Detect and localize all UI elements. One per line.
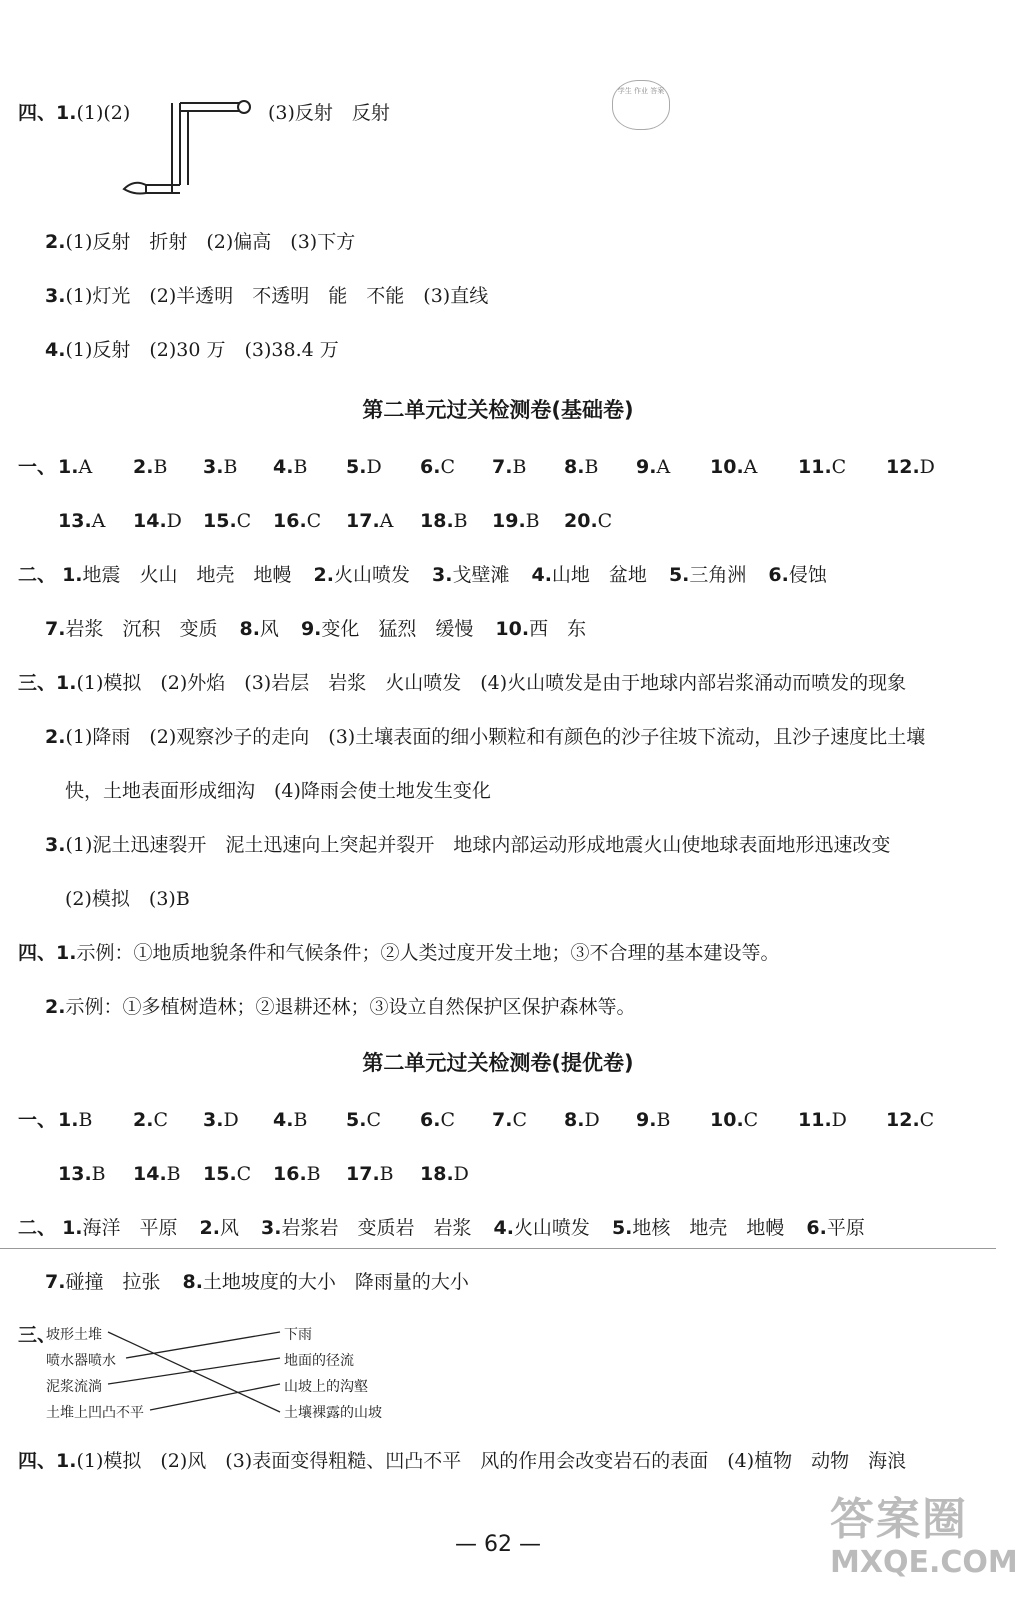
answer-text: (1)模拟 (2)风 (3)表面变得粗糙、凹凸不平 风的作用会改变岩石的表面 (4)植物 动物 海浪 — [76, 1450, 907, 1472]
mcq-answer — [564, 454, 598, 480]
answer-text: 地震 火山 地壳 地幔 — [82, 564, 292, 586]
q4-3-line — [45, 283, 488, 309]
answer-letter: C — [440, 456, 455, 478]
section-prefix: 四、 — [18, 1450, 57, 1472]
answer-letter: C — [743, 1109, 759, 1131]
question-number: 16. — [273, 510, 307, 532]
answer-letter: C — [440, 1109, 455, 1131]
mcq-answer — [346, 508, 393, 534]
question-number: 10. — [710, 456, 744, 478]
q4-4-line — [45, 337, 339, 363]
answer-letter: B — [78, 1109, 93, 1131]
question-number: 3. — [45, 834, 66, 856]
question-number: 2. — [133, 456, 154, 478]
question-number: 8. — [564, 1109, 585, 1131]
answer-letter: C — [306, 510, 322, 532]
eye-shape — [124, 183, 146, 194]
answer-text: 变化 猛烈 缓慢 — [321, 618, 474, 640]
q4-2-line — [45, 229, 355, 255]
answer-text: 火山喷发 — [333, 564, 410, 586]
match-left-3: 泥浆流淌 — [46, 1379, 102, 1395]
watermark-text: 答案圈 — [830, 1494, 968, 1545]
mcq-answer — [58, 1161, 106, 1187]
question-number: 2. — [199, 1217, 220, 1239]
question-number: 19. — [492, 510, 526, 532]
answer-letter: B — [512, 456, 527, 478]
watermark-url: MXQE.COM — [830, 1545, 1018, 1580]
question-number: 1. — [56, 672, 77, 694]
mcq-answer — [564, 1107, 600, 1133]
watermark-logo — [830, 1494, 1018, 1595]
mcq-answer — [133, 1161, 181, 1187]
question-number: 10. — [495, 618, 530, 640]
question-number: 1. — [58, 1109, 79, 1131]
match-right-1: 下雨 — [284, 1327, 312, 1343]
answer-letter: A — [743, 456, 758, 478]
mcq-answer — [492, 508, 540, 534]
answer-letter: A — [91, 510, 106, 532]
mcq-answer — [203, 508, 251, 534]
section-prefix: 一、 — [18, 456, 57, 478]
answer-letter: B — [293, 456, 308, 478]
question-number: 18. — [420, 1163, 454, 1185]
answer-letter: C — [366, 1109, 381, 1131]
answer-letter: C — [919, 1109, 935, 1131]
exp1-line — [18, 670, 906, 696]
section-title-advanced: 第二单元过关检测卷(提优卷) — [362, 1051, 634, 1075]
answer-letter: B — [223, 456, 238, 478]
answer-text: (1)模拟 (2)外焰 (3)岩层 岩浆 火山喷发 (4)火山喷发是由于地球内部岩浆涌动而喷发的现象 — [76, 672, 907, 694]
match-right-4: 土壤裸露的山坡 — [284, 1405, 382, 1421]
light-source-circle — [238, 101, 250, 113]
match-line-3 — [108, 1358, 280, 1384]
mcq-answer — [58, 508, 105, 534]
open1-line — [18, 940, 779, 966]
match-line-2 — [126, 1332, 280, 1358]
mcq-answer — [636, 1107, 670, 1133]
question-number: 6. — [806, 1217, 827, 1239]
question-number: 1. — [56, 1450, 77, 1472]
mcq-answer — [886, 454, 935, 480]
question-number: 7. — [45, 1271, 66, 1293]
q4-1-tail: (3)反射 反射 — [268, 102, 390, 124]
fill-answer — [531, 562, 646, 588]
match-right-3: 山坡上的沟壑 — [284, 1379, 368, 1395]
question-number: 3. — [432, 564, 453, 586]
section-prefix: 三、 — [18, 1324, 57, 1346]
answer-letter: B — [584, 456, 599, 478]
adv-open1-line — [18, 1448, 906, 1474]
fill-answer — [62, 562, 291, 588]
question-number: 7. — [45, 618, 66, 640]
question-number: 7. — [492, 1109, 513, 1131]
answer-letter: B — [525, 510, 540, 532]
fill-line — [18, 562, 849, 588]
match-left-1: 坡形土堆 — [46, 1327, 102, 1343]
fill-answer — [62, 1215, 177, 1241]
fill-answer — [432, 562, 509, 588]
answer-letter: C — [512, 1109, 527, 1131]
mcq-answer — [273, 1107, 307, 1133]
exp3-line-cont: (2)模拟 (3)B — [65, 888, 190, 910]
question-number: 2. — [45, 726, 66, 748]
answer-letter: B — [91, 1163, 106, 1185]
fill-answer — [301, 616, 473, 642]
answer-letter: B — [379, 1163, 394, 1185]
section-prefix: 三、 — [18, 672, 57, 694]
fill-answer — [806, 1215, 864, 1241]
mcq-answer — [346, 1161, 394, 1187]
answer-text: 戈壁滩 — [452, 564, 510, 586]
section-prefix: 四、 — [18, 102, 57, 124]
q4-1-line — [18, 100, 130, 126]
answer-text: 山地 盆地 — [551, 564, 647, 586]
answer-letter: A — [78, 456, 93, 478]
mcq-answer — [203, 454, 237, 480]
fill-answer — [493, 1215, 589, 1241]
match-right-2: 地面的径流 — [284, 1353, 354, 1369]
mcq-answer — [420, 1161, 469, 1187]
stamp-seal — [612, 80, 670, 130]
exp3-line — [45, 832, 890, 858]
section-prefix: 二、 — [18, 1217, 57, 1239]
mcq-answer — [798, 454, 846, 480]
question-number: 1. — [56, 102, 77, 124]
answer-text: (1)反射 (2)30 万 (3)38.4 万 — [65, 339, 339, 361]
question-number: 11. — [798, 456, 832, 478]
mcq-answer — [346, 1107, 381, 1133]
fill-answer — [314, 562, 410, 588]
match-left-4: 土堆上凹凸不平 — [46, 1405, 144, 1421]
answer-text: (1)(2) — [76, 102, 131, 124]
answer-letter: C — [597, 510, 613, 532]
mcq-answer — [492, 454, 526, 480]
fill-line — [18, 1215, 887, 1241]
question-number: 13. — [58, 1163, 92, 1185]
separator-line — [0, 1248, 996, 1249]
mcq-answer — [798, 1107, 847, 1133]
answer-letter: D — [166, 510, 182, 532]
mcq-answer — [346, 454, 382, 480]
answer-letter: D — [366, 456, 382, 478]
answer-text: 风 — [259, 618, 279, 640]
question-number: 9. — [636, 1109, 657, 1131]
mcq-answer — [58, 454, 92, 480]
answer-text: 风 — [219, 1217, 239, 1239]
answer-text: 三角洲 — [689, 564, 747, 586]
question-number: 3. — [203, 456, 224, 478]
question-number: 2. — [313, 564, 334, 586]
question-number: 7. — [492, 456, 513, 478]
match-line-1 — [108, 1332, 280, 1412]
question-number: 5. — [668, 564, 690, 586]
section-title-basic: 第二单元过关检测卷(基础卷) — [362, 398, 634, 422]
mcq-answer — [273, 1161, 321, 1187]
mcq-answer — [420, 508, 468, 534]
answer-letter: C — [236, 1163, 252, 1185]
question-number: 1. — [56, 942, 77, 964]
fill-answer — [768, 562, 826, 588]
question-number: 6. — [768, 564, 789, 586]
answer-text: 地核 地壳 地幔 — [632, 1217, 785, 1239]
answer-text: 示例：①多植树造林；②退耕还林；③设立自然保护区保护森林等。 — [65, 996, 636, 1018]
fill-line — [45, 1269, 491, 1295]
question-number: 8. — [182, 1271, 203, 1293]
question-number: 8. — [564, 456, 585, 478]
question-number: 14. — [133, 1163, 167, 1185]
mcq-answer — [133, 454, 167, 480]
answer-letter: C — [831, 456, 847, 478]
question-number: 8. — [239, 618, 260, 640]
question-number: 4. — [273, 456, 294, 478]
fill-answer — [200, 1215, 239, 1241]
answer-text: (1)泥土迅速裂开 泥土迅速向上突起并裂开 地球内部运动形成地震火山使地球表面地形迅速改变 — [65, 834, 891, 856]
fill-answer — [45, 616, 217, 642]
question-number: 16. — [273, 1163, 307, 1185]
question-number: 5. — [346, 456, 367, 478]
question-number: 4. — [493, 1217, 514, 1239]
fill-answer — [669, 562, 746, 588]
question-number: 5. — [611, 1217, 633, 1239]
answer-letter: A — [656, 456, 671, 478]
question-number: 2. — [133, 1109, 154, 1131]
mcq-answer — [273, 454, 307, 480]
mcq-answer — [564, 508, 612, 534]
question-number: 2. — [45, 231, 66, 253]
question-number: 3. — [261, 1217, 282, 1239]
question-number: 4. — [531, 564, 552, 586]
question-number: 4. — [273, 1109, 294, 1131]
exp2-line — [45, 724, 925, 750]
mcq-answer — [133, 1107, 168, 1133]
answer-letter: A — [379, 510, 394, 532]
fill-answer — [261, 1215, 471, 1241]
question-number: 17. — [346, 510, 380, 532]
answer-text: 海洋 平原 — [82, 1217, 178, 1239]
answer-text: 火山喷发 — [513, 1217, 590, 1239]
question-number: 17. — [346, 1163, 380, 1185]
answer-text: 岩浆 沉积 变质 — [65, 618, 218, 640]
mcq-answer — [133, 508, 182, 534]
answer-letter: B — [153, 456, 168, 478]
fill-answer — [239, 616, 278, 642]
question-number: 3. — [203, 1109, 224, 1131]
question-number: 15. — [203, 1163, 237, 1185]
mcq-answer — [420, 454, 455, 480]
tube-outline — [145, 103, 240, 193]
question-number: 1. — [62, 564, 83, 586]
question-number: 12. — [886, 1109, 920, 1131]
mcq-answer — [636, 454, 670, 480]
answer-letter: D — [584, 1109, 600, 1131]
answer-text: 平原 — [826, 1217, 865, 1239]
question-number: 10. — [710, 1109, 744, 1131]
answer-letter: C — [153, 1109, 168, 1131]
question-number: 11. — [798, 1109, 832, 1131]
question-number: 1. — [62, 1217, 83, 1239]
answer-letter: C — [236, 510, 252, 532]
question-number: 3. — [45, 285, 66, 307]
question-number: 9. — [636, 456, 657, 478]
question-number: 1. — [58, 456, 79, 478]
answer-letter: B — [166, 1163, 181, 1185]
question-number: 4. — [45, 339, 66, 361]
question-number: 20. — [564, 510, 598, 532]
mcq-answer — [420, 1107, 455, 1133]
section-prefix: 一、 — [18, 1109, 57, 1131]
answer-letter: B — [656, 1109, 671, 1131]
fill-answer — [182, 1269, 468, 1295]
light-path-diagram — [120, 95, 260, 200]
fill-answer — [45, 1269, 160, 1295]
mcq-answer — [58, 1107, 92, 1133]
answer-text: 示例：①地质地貌条件和气候条件；②人类过度开发土地；③不合理的基本建设等。 — [76, 942, 780, 964]
answer-letter: B — [453, 510, 468, 532]
answer-letter: D — [223, 1109, 239, 1131]
match-left-2: 喷水器喷水 — [46, 1353, 116, 1369]
question-number: 18. — [420, 510, 454, 532]
mcq-answer — [710, 1107, 758, 1133]
answer-text: 碰撞 拉张 — [65, 1271, 161, 1293]
question-number: 6. — [420, 456, 441, 478]
section-prefix: 四、 — [18, 942, 57, 964]
section-prefix: 二、 — [18, 564, 57, 586]
answer-text: 侵蚀 — [788, 564, 827, 586]
question-number: 12. — [886, 456, 920, 478]
mcq-answer — [273, 508, 321, 534]
answer-letter: B — [306, 1163, 321, 1185]
exp2-line-cont: 快，土地表面形成细沟 (4)降雨会使土地发生变化 — [65, 780, 491, 802]
answer-letter: D — [831, 1109, 847, 1131]
answer-text: (1)灯光 (2)半透明 不透明 能 不能 (3)直线 — [65, 285, 489, 307]
answer-text: 西 东 — [529, 618, 587, 640]
mcq-answer — [492, 1107, 527, 1133]
answer-text: 岩浆岩 变质岩 岩浆 — [281, 1217, 472, 1239]
mcq-answer — [710, 454, 757, 480]
question-number: 5. — [346, 1109, 367, 1131]
question-number: 6. — [420, 1109, 441, 1131]
question-number: 9. — [300, 618, 322, 640]
fill-answer — [495, 616, 586, 642]
question-number: 15. — [203, 510, 237, 532]
question-number: 2. — [45, 996, 66, 1018]
answer-letter: D — [453, 1163, 469, 1185]
fill-line — [45, 616, 608, 642]
mcq-answer — [203, 1161, 251, 1187]
answer-text: (1)反射 折射 (2)偏高 (3)下方 — [65, 231, 356, 253]
answer-letter: B — [293, 1109, 308, 1131]
mcq-answer — [203, 1107, 239, 1133]
stamp-text: 学生 作业 答案 — [617, 87, 665, 95]
question-number: 14. — [133, 510, 167, 532]
answer-text: 土地坡度的大小 降雨量的大小 — [202, 1271, 469, 1293]
answer-letter: D — [919, 456, 935, 478]
page-number: — 62 — — [455, 1532, 541, 1557]
question-number: 13. — [58, 510, 92, 532]
open2-line — [45, 994, 635, 1020]
answer-text: (1)降雨 (2)观察沙子的走向 (3)土壤表面的细小颗粒和有颜色的沙子往坡下流动，且沙子速度比土壤 — [65, 726, 926, 748]
fill-answer — [612, 1215, 784, 1241]
mcq-answer — [886, 1107, 934, 1133]
match-line-4 — [150, 1384, 280, 1410]
